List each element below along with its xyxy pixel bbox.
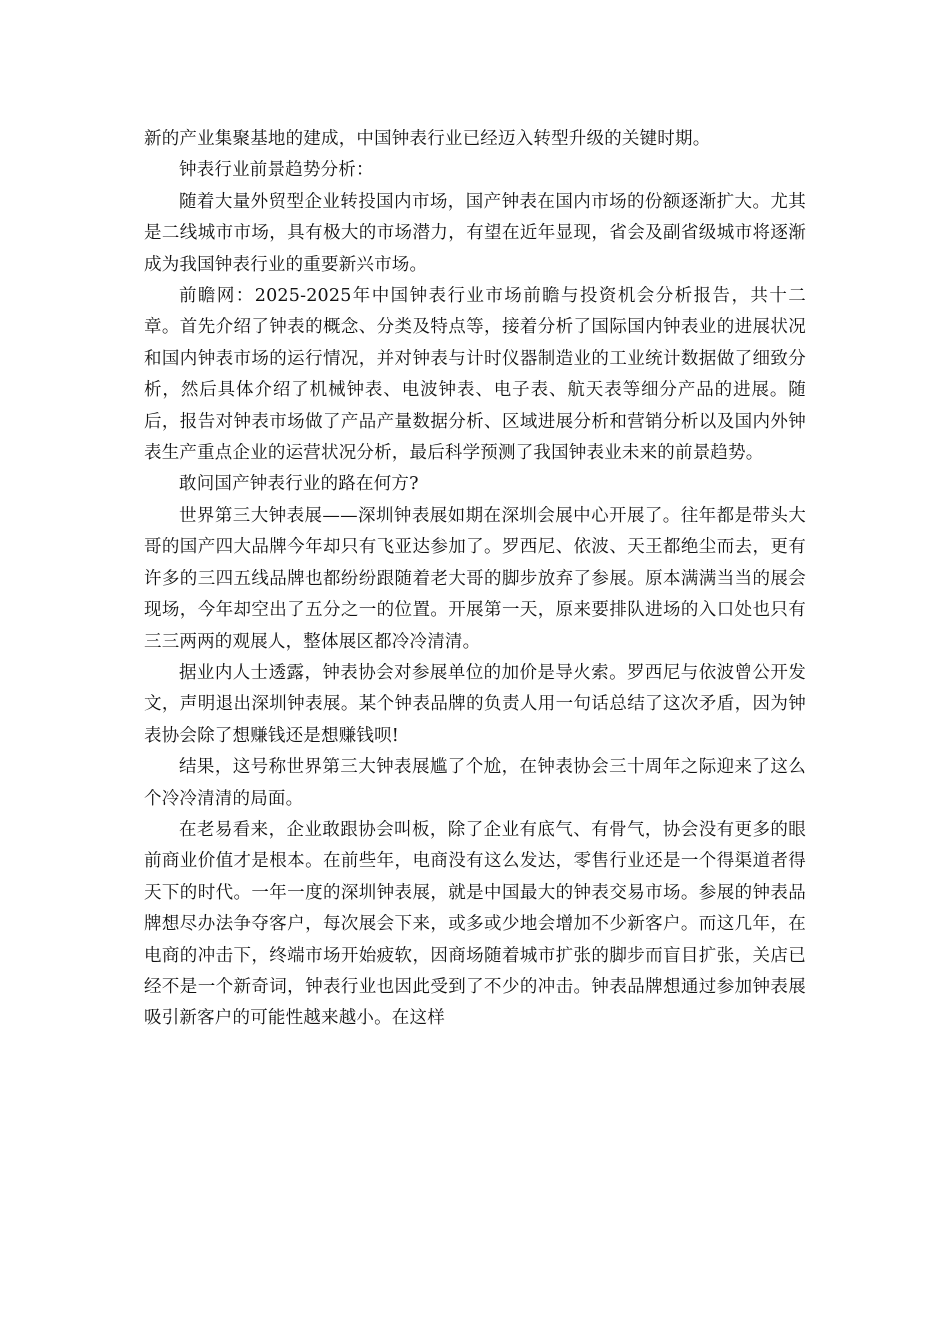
paragraph-report-summary: 前瞻网：2025-2025年中国钟表行业市场前瞻与投资机会分析报告，共十二章。首先介绍了钟表的概念、分类及特点等，接着分析了国际国内钟表业的进展状况和国内钟表市场的运行情况，并对钟表与计时仪器制造业的工业统计数据做了细致分析，然后具体介绍了机械钟表、电波钟表、电子表、航天表等细分产品的进展。随后，报告对钟表市场做了产品产量数据分析、区域进展分析和营销分析以及国内外钟表生产重点企业的运营状况分析，最后科学预测了我国钟表业未来的前景趋势。 — [144, 286, 806, 464]
paragraph-continuation: 新的产业集聚基地的建成，中国钟表行业已经迈入转型升级的关键时期。 — [144, 129, 711, 149]
document-body — [144, 124, 806, 1035]
paragraph-result: 结果，这号称世界第三大钟表展尴了个尬，在钟表协会三十周年之际迎来了这么个冷冷清清的局面。 — [144, 757, 806, 809]
section-heading-outlook: 钟表行业前景趋势分析： — [179, 160, 374, 181]
paragraph-analysis: 在老易看来，企业敢跟协会叫板，除了企业有底气、有骨气，协会没有更多的眼前商业价值才是根本。在前些年，电商没有这么发达，零售行业还是一个得渠道者得天下的时代。一年一度的深圳钟表展，就是中国最大的钟表交易市场。参展的钟表品牌想尽办法争夺客户，每次展会下来，或多或少地会增加不少新客户。而这几年，在电商的冲击下，终端市场开始疲软，因商场随着城市扩张的脚步而盲目扩张，关店已经不是一个新奇词，钟表行业也因此受到了不少的冲击。钟表品牌想通过参加钟表展吸引新客户的可能性越来越小。在这样 — [144, 819, 806, 1029]
paragraph-watch-fair: 世界第三大钟表展——深圳钟表展如期在深圳会展中心开展了。往年都是带头大哥的国产四大品牌今年却只有飞亚达参加了。罗西尼、依波、天王都绝尘而去，更有许多的三四五线品牌也都纷纷跟随着老大哥的脚步放弃了参展。原本满满当当的展会现场，今年却空出了五分之一的位置。开展第一天，原来要排队进场的入口处也只有三三两两的观展人，整体展区都冷冷清清。 — [144, 505, 806, 652]
paragraph-domestic-market: 随着大量外贸型企业转投国内市场，国产钟表在国内市场的份额逐渐扩大。尤其是二线城市市场，具有极大的市场潜力，有望在近年显现，省会及副省级城市将逐渐成为我国钟表行业的重要新兴市场。 — [144, 191, 806, 275]
paragraph-association-conflict: 据业内人士透露，钟表协会对参展单位的加价是导火索。罗西尼与依波曾公开发文，声明退出深圳钟表展。某个钟表品牌的负责人用一句话总结了这次矛盾，因为钟表协会除了想赚钱还是想赚钱呗! — [144, 662, 806, 746]
section-heading-question: 敢问国产钟表行业的路在何方? — [179, 474, 419, 495]
